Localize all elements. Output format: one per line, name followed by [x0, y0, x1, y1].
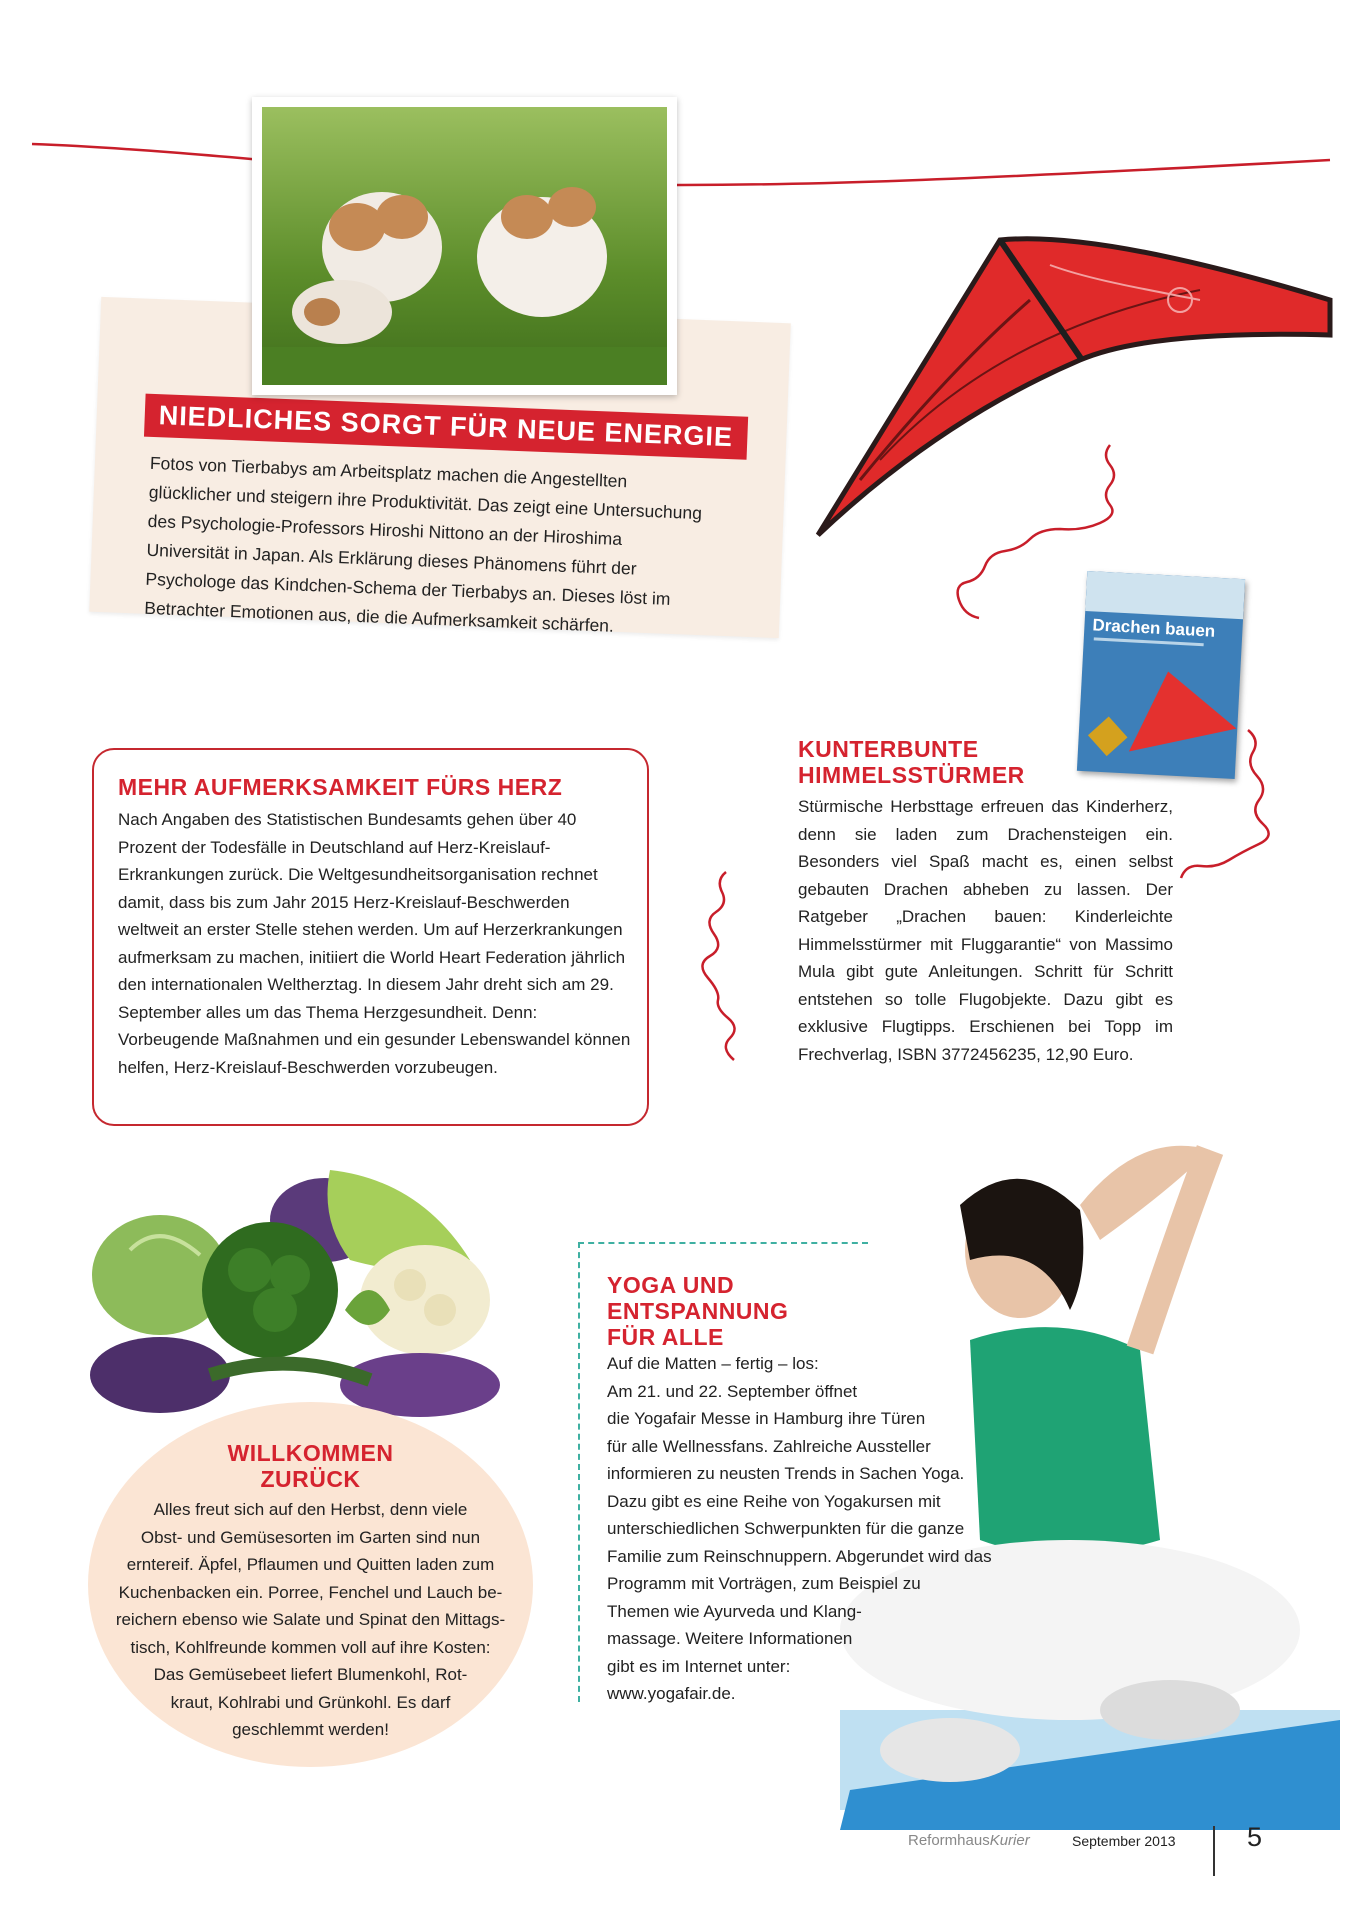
book-cover-drachen-bauen — [1077, 571, 1245, 779]
yoga-dashed-border-vertical — [578, 1242, 580, 1702]
footer-date: September 2013 — [1072, 1833, 1176, 1849]
hanging-string — [32, 144, 1330, 185]
yoga-line: Themen wie Ayurveda und Klang- — [607, 1601, 862, 1621]
heart-article-box — [92, 748, 649, 1126]
yoga-url-link[interactable]: www.yogafair.de. — [607, 1684, 736, 1703]
heart-wavy-string — [702, 872, 734, 1060]
yoga-line: Programm mit Vorträgen, zum Beispiel zu — [607, 1574, 921, 1593]
yoga-line: informieren zu neusten Trends in Sachen Yoga. — [607, 1464, 965, 1483]
welcome-line: tisch, Kohlfreunde kommen voll auf ihre Kosten: — [130, 1637, 491, 1657]
yoga-line: gibt es im Internet unter: — [607, 1656, 791, 1676]
yoga-line: massage. Weitere Informationen — [607, 1629, 853, 1648]
welcome-title-line1: WILLKOMMEN — [227, 1440, 394, 1466]
welcome-line: Obst- und Gemüsesorten im Garten sind nun — [140, 1527, 481, 1547]
kite-illustration — [818, 239, 1330, 535]
welcome-article-text — [88, 1496, 533, 1744]
welcome-line: Das Gemüsebeet liefert Blumenkohl, Rot- — [153, 1665, 468, 1684]
book-title: Drachen bauen — [1092, 615, 1216, 641]
page-number: 5 — [1247, 1822, 1263, 1852]
yoga-article-text — [607, 1350, 1077, 1708]
puppy-photo — [252, 97, 677, 395]
yoga-line: für alle Wellnessfans. Zahlreiche Aussteller — [607, 1436, 931, 1456]
yoga-title-line2: ENTSPANNUNG — [607, 1298, 789, 1324]
yoga-line: Familie zum Reinschnuppern. Abgerundet wird das — [607, 1546, 992, 1566]
welcome-line: Alles freut sich auf den Herbst, denn viele — [153, 1500, 468, 1519]
welcome-line: kraut, Kohlrabi und Grünkohl. Es darf — [170, 1692, 451, 1712]
yoga-line: Am 21. und 22. September öffnet — [607, 1381, 858, 1401]
book-cover-photos — [1085, 571, 1245, 619]
heart-article-text: Nach Angaben des Statistischen Bundesamts gehen über 40 Prozent der Todesfälle in Deutschland auf Herz-Kreislauf-Erkrankungen zurück. Die Weltgesundheitsorganisation rechnet damit, dass bis zum Jahr 2015 Herz-Kreislauf-Beschwerden weltweit an erster Stelle stehen werden. Um auf Herzerkrankungen aufmerksam zu machen, initiiert die World Heart Federation jährlich den internationalen Weltherztag. In diesem Jahr dreht sich am 29. September alles um das Thema Herzgesundheit. Denn: Vorbeugende Maßnahmen und ein gesunder Lebenswandel können helfen, Herz-Kreislauf-Beschwerden vorzubeugen. — [118, 810, 631, 1077]
puppies-illustration — [262, 107, 667, 385]
footer-brand-regular: Reformhaus — [908, 1832, 990, 1849]
yoga-line: Dazu gibt es eine Reihe von Yogakursen mit — [607, 1491, 941, 1511]
footer-divider — [1213, 1826, 1215, 1876]
puppy-photo-image — [262, 107, 667, 385]
book-small-kite-graphic — [1088, 717, 1128, 757]
book-kite-graphic — [1114, 660, 1236, 751]
yoga-article-title — [607, 1272, 788, 1350]
yoga-title-line1: YOGA UND — [607, 1272, 735, 1298]
footer-brand — [908, 1832, 1030, 1849]
kite-title-line2: HIMMELSSTÜRMER — [798, 762, 1025, 788]
kite-article-title — [798, 736, 1025, 788]
welcome-line: Kuchenbacken ein. Porree, Fenchel und Lauch be- — [118, 1582, 503, 1602]
welcome-line: erntereif. Äpfel, Pflaumen und Quitten laden zum — [126, 1555, 495, 1574]
heart-article-title: MEHR AUFMERKSAMKEIT FÜRS HERZ — [118, 774, 563, 800]
welcome-title-line2: ZURÜCK — [260, 1466, 361, 1492]
welcome-line: geschlemmt werden! — [232, 1720, 389, 1739]
yoga-line: unterschiedlichen Schwerpunkten für die ganze — [607, 1519, 965, 1538]
kite-article-text: Stürmische Herbsttage erfreuen das Kinderherz, denn sie laden zum Drachensteigen ein. Besonders viel Spaß macht es, einen selbst gebauten Drachen abheben zu lassen. Der Ratgeber „Drachen bauen: Kinderleichte Himmelsstürmer mit Fluggarantie“ von Massimo Mula gibt gute Anleitungen. Schritt für Schritt entstehen so tolle Flugobjekte. Dazu gibt es exklusive Flugtipps. Erschienen bei Topp im Frechverlag, ISBN 3772456235, 12,90 Euro. — [798, 797, 1173, 1064]
puppy-article-title: NIEDLICHES SORGT FÜR NEUE ENERGIE — [144, 394, 748, 460]
footer-brand-italic: Kurier — [989, 1832, 1030, 1849]
welcome-article-title — [88, 1440, 533, 1492]
kite-title-line1: KUNTERBUNTE — [798, 736, 979, 762]
puppy-article-text: Fotos von Tierbabys am Arbeitsplatz machen die Angestellten glücklicher und steigern ihre Produktivität. Das zeigt eine Untersuchung des Psychologie-Professors Hiroshi Nittono an der Hiroshima Universität in Japan. Als Erklärung dieses Phänomens führt der Psychologe das Kindchen-Schema der Tierbabys an. Dieses löst im Betrachter Emotionen aus, die die Aufmerksamkeit schärfen. — [144, 452, 703, 636]
welcome-line: reichern ebenso wie Salate und Spinat den Mittags- — [115, 1610, 506, 1629]
yoga-dashed-border-horizontal — [578, 1242, 868, 1244]
yoga-line: die Yogafair Messe in Hamburg ihre Türen — [607, 1409, 926, 1428]
yoga-title-line3: FÜR ALLE — [607, 1324, 724, 1350]
vegetables-illustration — [90, 1160, 530, 1430]
yoga-line: Auf die Matten – fertig – los: — [607, 1354, 819, 1373]
